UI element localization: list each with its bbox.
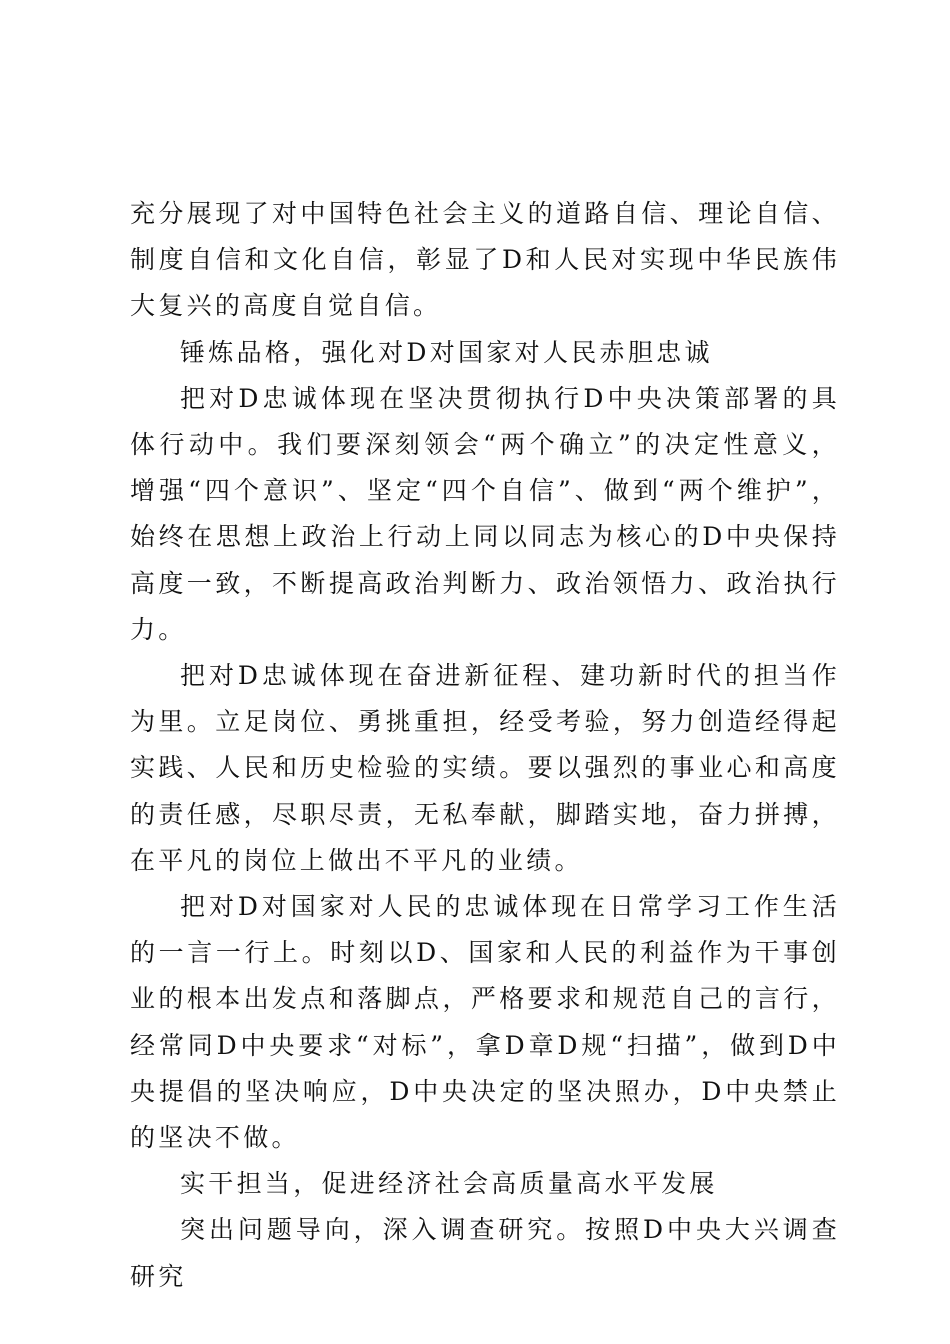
document-body	[130, 191, 840, 1300]
section-heading-character: 锤炼品格，强化对D对国家对人民赤胆忠诚	[180, 337, 713, 367]
paragraph-action: 把对D忠诚体现在坚决贯彻执行D中央决策部署的具体行动中。我们要深刻领会“两个确立”的决定性意义，增强“四个意识”、坚定“四个自信”、做到“两个维护”，始终在思想上政治上行动上同以同志为核心的D中央保持高度一致，不断提高政治判断力、政治领悟力、政治执行力。	[130, 383, 840, 644]
paragraph-daily-conduct: 把对D对国家对人民的忠诚体现在日常学习工作生活的一言一行上。时刻以D、国家和人民的利益作为干事创业的根本出发点和落脚点，严格要求和规范自己的言行，经常同D中央要求“对标”，拿D章D规“扫描”，做到D中央提倡的坚决响应，D中央决定的坚决照办，D中央禁止的坚决不做。	[130, 892, 840, 1153]
paragraph-research: 突出问题导向，深入调查研究。按照D中央大兴调查研究	[130, 1215, 840, 1291]
section-heading-development: 实干担当，促进经济社会高质量高水平发展	[180, 1169, 718, 1199]
paragraph-continuation: 充分展现了对中国特色社会主义的道路自信、理论自信、制度自信和文化自信，彰显了D和人民对实现中华民族伟大复兴的高度自觉自信。	[130, 199, 840, 321]
paragraph-responsibility: 把对D忠诚体现在奋进新征程、建功新时代的担当作为里。立足岗位、勇挑重担，经受考验，努力创造经得起实践、人民和历史检验的实绩。要以强烈的事业心和高度的责任感，尽职尽责，无私奉献，脚踏实地，奋力拼搏，在平凡的岗位上做出不平凡的业绩。	[130, 661, 840, 875]
